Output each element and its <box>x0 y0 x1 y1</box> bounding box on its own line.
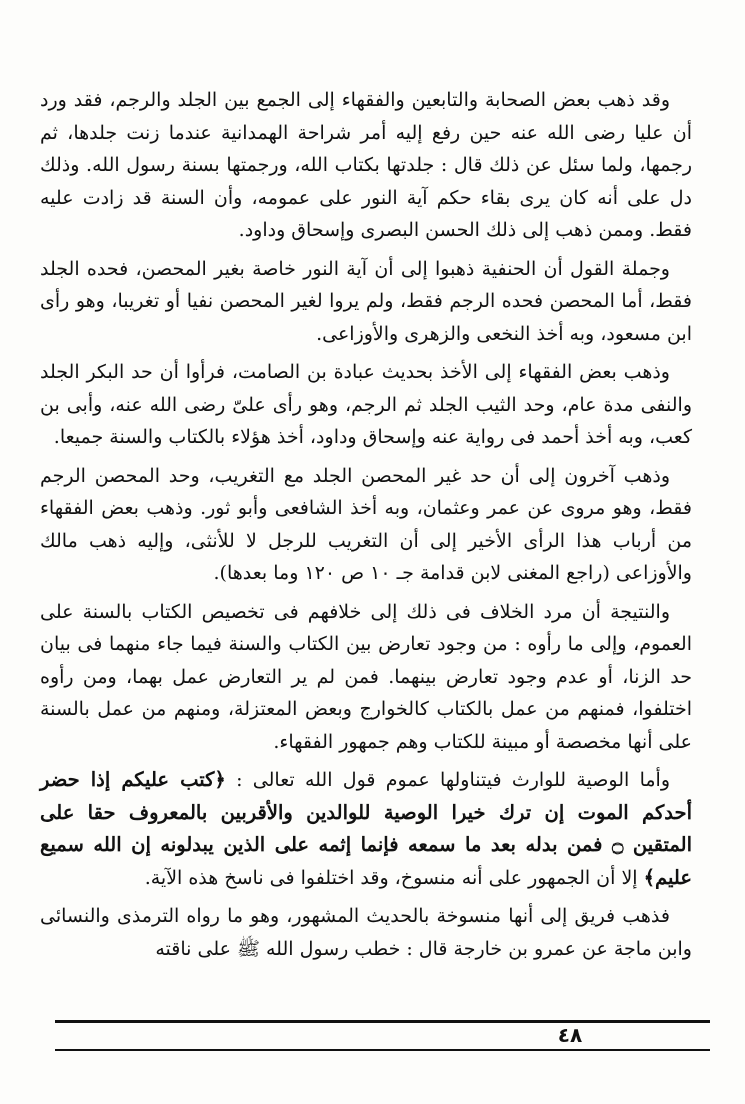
paragraph-1-text: وقد ذهب بعض الصحابة والتابعين والفقهاء إلى الجمع بين الجلد والرجم، فقد ورد أن عليا رضى الله عنه حين رفع إليه أمر شراحة الهمدانية عندما زنت جلدها، ثم رجمها، ولما سئل عن ذلك قال : جلدتها بكتاب الله، ورجمتها بسنة رسول الله. وذلك دل على أنه كان يرى بقاء حكم آية النور على عمومه، وأن السنة قد زادت عليه فقط. وممن ذهب إلى ذلك الحسن البصرى وإسحاق وداود. <box>40 89 692 241</box>
body-text <box>40 84 692 971</box>
paragraph-2 <box>40 253 692 351</box>
paragraph-3-text: وذهب بعض الفقهاء إلى الأخذ بحديث عبادة بن الصامت، فرأوا أن حد البكر الجلد والنفى مدة عام، وحد الثيب الجلد ثم الرجم، وهو رأى علىّ رضى الله عنه، وأبى بن كعب، وبه أخذ أحمد فى رواية عنه وإسحاق وداود، أخذ هؤلاء بالكتاب والسنة جميعا. <box>40 361 692 448</box>
paragraph-5 <box>40 596 692 759</box>
paragraph-3 <box>40 356 692 454</box>
paragraph-4-text: وذهب آخرون إلى أن حد غير المحصن الجلد مع التغريب، وحد المحصن الرجم فقط، وهو مروى عن عمر وعثمان، وبه أخذ الشافعى وأبو ثور. وذهب بعض الفقهاء من أرباب هذا الرأى الأخير إلى أن التغريب للرجل لا للأنثى، وإليه ذهب مالك والأوزاعى (راجع المغنى لابن قدامة جـ ١٠ ص ١٢٠ وما بعدها). <box>40 464 692 584</box>
paragraph-6-lead: وأما الوصية للوارث فيتناولها عموم قول الله تعالى : <box>225 769 671 791</box>
paragraph-6 <box>40 764 692 894</box>
paragraph-5-text: والنتيجة أن مرد الخلاف فى ذلك إلى خلافهم فى تخصيص الكتاب بالسنة على العموم، وإلى ما رأوه : من وجود تعارض بين الكتاب والسنة فيما جاء منهما فى بيان حد الزنا، أو عدم وجود تعارض بينهما. فمن لم ير التعارض عمل بهما، ومن رأوه اختلفوا، فمنهم من عمل بالكتاب كالخوارج وبعض المعتزلة، ومنهم من عمل بالسنة على أنها مخصصة أو مبينة للكتاب وهم جمهور الفقهاء. <box>40 600 692 753</box>
paragraph-2-text: وجملة القول أن الحنفية ذهبوا إلى أن آية النور خاصة بغير المحصن، فحده الجلد فقط، أما المحصن فحده الرجم فقط، ولم يروا لغير المحصن نفيا أو تغريبا، وهو رأى ابن مسعود، وبه أخذ النخعى والزهرى والأوزاعى. <box>40 257 692 345</box>
paragraph-7 <box>40 900 692 965</box>
paragraph-6-tail: إلا أن الجمهور على أنه منسوخ، وقد اختلفوا فى ناسخ هذه الآية. <box>144 866 644 889</box>
quran-verse: ﴿كتب عليكم إذا حضر أحدكم الموت إن ترك خيرا الوصية للوالدين والأقربين بالمعروف حقا على المتقين ۝ فمن بدله بعد ما سمعه فإنما إثمه على الذين يبدلونه إن الله سميع عليم﴾ <box>40 768 692 889</box>
paragraph-7-text: فذهب فريق إلى أنها منسوخة بالحديث المشهور، وهو ما رواه الترمذى والنسائى وابن ماجة عن عمرو بن خارجة قال : خطب رسول الله ﷺ على ناقته <box>40 905 692 960</box>
footer-rule-bottom <box>55 1049 710 1051</box>
paragraph-4 <box>40 460 692 590</box>
page-number: ٤٨ <box>557 1023 583 1047</box>
footer-rule-top <box>55 1020 710 1023</box>
paragraph-1 <box>40 84 692 247</box>
